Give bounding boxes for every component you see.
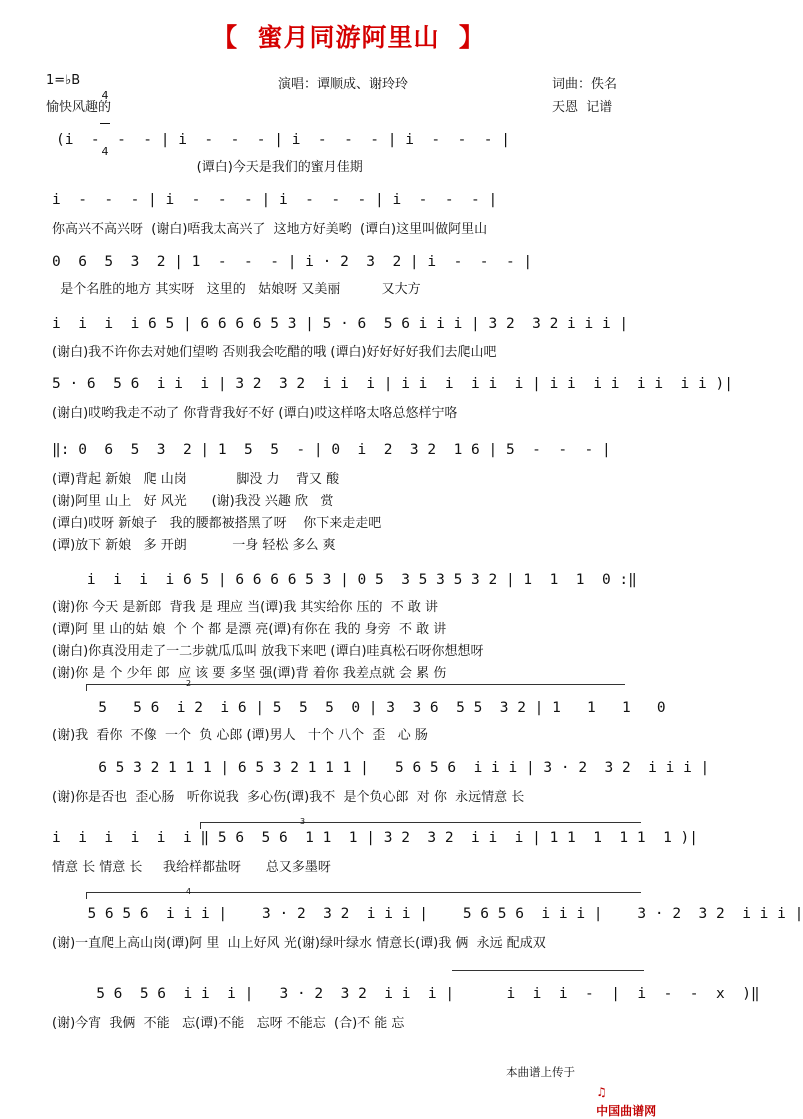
transcriber: 天恩 记谱 <box>552 100 613 115</box>
volta-bracket-3 <box>200 822 641 829</box>
lyric-line: (谢)你是否也 歪心肠 听你说我 多心伤(谭)我不 是个负心郎 对 你 永远情意 长 <box>52 790 525 805</box>
lyric-line: (谢)你 今天 是新郎 背我 是 理应 当(谭)我 其实给你 压的 不 敢 讲 <box>52 600 439 615</box>
lyric-line: (谭)阿 里 山的姑 娘 个 个 都 是漂 亮(谭)有你在 我的 身旁 不 敢 讲 <box>52 622 447 637</box>
time-sig-bottom: 4 <box>101 145 109 158</box>
lyricist-composer: 词曲：佚名 <box>552 77 618 92</box>
lyric-line: (谢白)我不许你去对她们望哟 否则我会吃醋的哦 (谭白)好好好好我们去爬山吧 <box>52 345 497 360</box>
upload-note: 本曲谱上传于 <box>506 1065 575 1079</box>
notation-row: 5 · 6 5 6 i i i | 3 2 3 2 i i i | i i i i i i | i i i i i i i i )| <box>52 376 733 392</box>
lyric-line: (谢白)你真没用走了一二步就瓜瓜叫 放我下来吧 (谭白)哇真松石呀你想想呀 <box>52 644 484 659</box>
notation-row: ‖: 0 6 5 3 2 | 1 5 5 - | 0 i 2 3 2 1 6 | 5 - - - | <box>52 442 611 458</box>
lyric-line: (谢)阿里 山上 好 风光 (谢)我没 兴趣 欣 赏 <box>52 494 334 509</box>
notation-row: i i i i i i ‖ 5 6 5 6 1 1 1 | 3 2 3 2 i i i | 1 1 1 1 1 1 )| <box>52 830 699 846</box>
lyric-line: 你高兴不高兴呀 (谢白)唔我太高兴了 这地方好美哟 (谭白)这里叫做阿里山 <box>52 222 488 237</box>
notation-row: i - - - | i - - - | i - - - | i - - - | <box>52 192 498 208</box>
volta-number: 4 <box>186 887 192 896</box>
lyric-line: (谢)一直爬上高山岗(谭)阿 里 山上好风 光(谢)绿叶绿水 情意长(谭)我 俩 永远 配成双 <box>52 936 546 951</box>
site-logo[interactable] <box>586 1062 656 1119</box>
volta-bracket-4 <box>86 892 641 899</box>
music-note-icon: ♫ <box>596 1085 607 1099</box>
notation-row: 0 6 5 3 2 | 1 - - - | i · 2 3 2 | i - - - | <box>52 254 533 270</box>
ending-bracket <box>452 970 644 977</box>
time-sig-bar <box>100 123 110 124</box>
notation-row: 6 5 3 2 1 1 1 | 6 5 3 2 1 1 1 | 5 6 5 6 i i i | 3 · 2 3 2 i i i | <box>72 760 710 776</box>
key-signature: 1=♭B <box>46 73 81 88</box>
volta-number: 3 <box>300 817 306 826</box>
page-title: 【 蜜月同游阿里山 】 <box>212 23 485 52</box>
lyric-line: (谢)你 是 个 少年 郎 应 该 要 多坚 强(谭)背 着你 我差点就 会 累 伤 <box>52 666 447 681</box>
lyric-line: (谭白)哎呀 新娘子 我的腰都被搭黑了呀 你下来走走吧 <box>52 516 382 531</box>
notation-row: 5 6 5 6 i i i | 3 · 2 3 2 i i i | 5 6 5 6 i i i | 3 · 2 3 2 i i i | <box>70 906 803 922</box>
lyric-line: (谢白)哎哟我走不动了 你背背我好不好 (谭白)哎这样咯太咯总悠样宁咯 <box>52 406 458 421</box>
mood-marking: 愉快风趣的 <box>46 100 112 115</box>
volta-bracket-2 <box>86 684 625 691</box>
lyric-line: (谭)放下 新娘 多 开朗 一身 轻松 多么 爽 <box>52 538 336 553</box>
notation-row: (i - - - | i - - - | i - - - | i - - - | <box>56 132 510 148</box>
lyric-line: 是个名胜的地方 其实呀 这里的 姑娘呀 又美丽 又大方 <box>52 282 421 297</box>
time-signature <box>100 68 110 168</box>
lyric-line: 情意 长 情意 长 我给样都盐呀 总又多墨呀 <box>52 860 331 875</box>
lyric-line: (谭)背起 新娘 爬 山岗 脚没 力 背又 酸 <box>52 472 340 487</box>
lyric-line: (谭白)今天是我们的蜜月佳期 <box>52 160 363 175</box>
notation-row: 5 5 6 i 2 i 6 | 5 5 5 0 | 3 3 6 5 5 3 2 | 1 1 1 0 <box>72 700 666 716</box>
lyric-line: (谢)我 看你 不像 一个 负 心郎 (谭)男人 十个 八个 歪 心 肠 <box>52 728 428 743</box>
notation-row: i i i i 6 5 | 6 6 6 6 5 3 | 5 · 6 5 6 i i i | 3 2 3 2 i i i | <box>52 316 629 332</box>
volta-number: 2 <box>186 679 192 688</box>
notation-row: 5 6 5 6 i i i | 3 · 2 3 2 i i i | i i i - | i - - x )‖ <box>70 986 760 1002</box>
singers: 演唱：谭顺成、谢玲玲 <box>278 77 409 92</box>
time-sig-top: 4 <box>101 89 109 102</box>
site-logo-text: 中国曲谱网 <box>596 1104 657 1118</box>
lyric-line: (谢)今宵 我俩 不能 忘(谭)不能 忘呀 不能忘 (合)不 能 忘 <box>52 1016 405 1031</box>
notation-row: i i i i 6 5 | 6 6 6 6 5 3 | 0 5 3 5 3 5 3 2 | 1 1 1 0 :‖ <box>52 572 637 588</box>
